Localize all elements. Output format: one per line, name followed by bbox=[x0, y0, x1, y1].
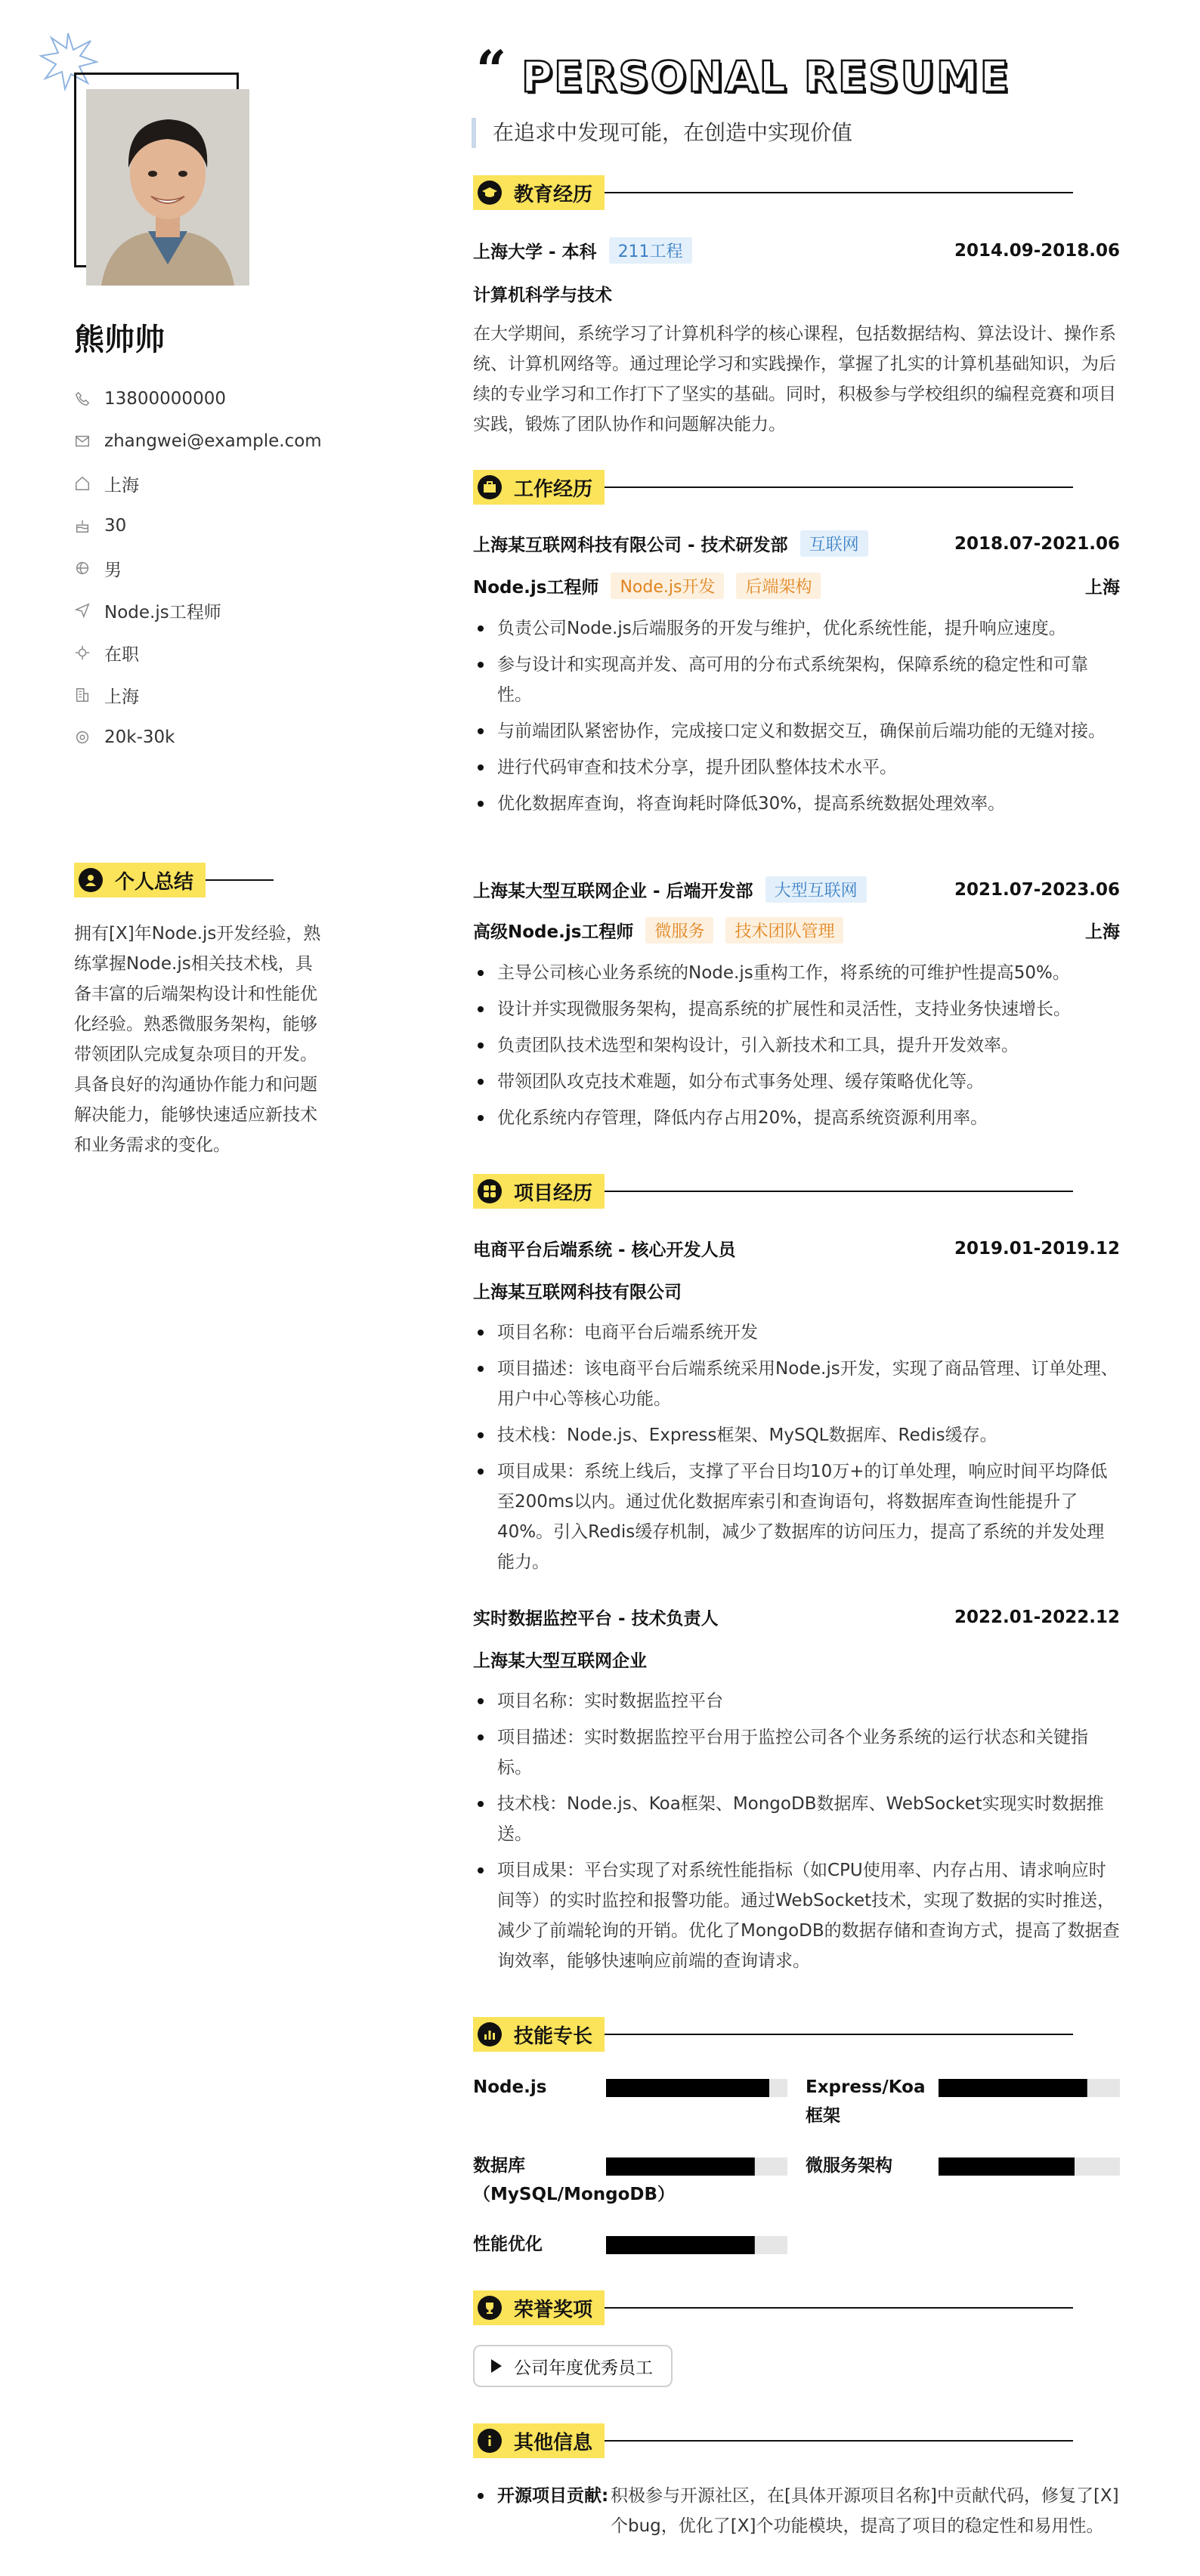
resume-title: PERSONAL RESUME bbox=[521, 53, 1010, 102]
section-divider bbox=[605, 2307, 1073, 2309]
education-school: 上海大学 - 本科 bbox=[473, 242, 597, 262]
list-item: 设计并实现微服务架构，提高系统的扩展性和灵活性，支持业务快速增长。 bbox=[473, 994, 1120, 1024]
summary-text: 拥有[X]年Node.js开发经验，熟练掌握Node.js相关技术栈，具备丰富的后端架构设计和性能优化经验。熟悉微服务架构，能够带领团队完成复杂项目的开发。具备良好的沟通协作能力和问题解决能力，能够快速适应新技术和业务需求的变化。 bbox=[74, 924, 321, 1155]
job-1-badge: 互联网 bbox=[800, 530, 868, 557]
job-2-city: 上海 bbox=[1085, 922, 1120, 942]
work-title: 工作经历 bbox=[514, 477, 593, 501]
education-period: 2014.09-2018.06 bbox=[954, 240, 1120, 261]
skill-level-fill bbox=[606, 2079, 769, 2097]
gender-icon bbox=[74, 560, 91, 576]
quote-mark: “ bbox=[476, 39, 507, 101]
list-item: 主导公司核心业务系统的Node.js重构工作，将系统的可维护性提高50%。 bbox=[473, 958, 1120, 988]
info-email bbox=[74, 420, 322, 462]
project-1-period: 2019.01-2019.12 bbox=[954, 1238, 1120, 1259]
send-icon bbox=[74, 602, 91, 619]
building-icon bbox=[74, 687, 91, 703]
profile-name: 熊帅帅 bbox=[74, 323, 165, 357]
other-title: 其他信息 bbox=[514, 2431, 593, 2454]
job-1-city: 上海 bbox=[1085, 578, 1120, 598]
summary-section-header bbox=[74, 863, 274, 897]
job-2-duties bbox=[473, 958, 1120, 1139]
grid-icon bbox=[478, 1179, 502, 1203]
resume-subtitle: 在追求中发现可能，在创造中实现价值 bbox=[472, 118, 852, 148]
skill-item bbox=[806, 2151, 1120, 2180]
project-2-name: 实时数据监控平台 - 技术负责人 bbox=[473, 1609, 719, 1629]
info-status bbox=[74, 632, 322, 674]
cake-icon bbox=[74, 517, 91, 534]
job-1-header bbox=[473, 530, 1120, 557]
job-2-company: 上海某大型互联网企业 - 后端开发部 bbox=[473, 882, 753, 901]
job-1-period: 2018.07-2021.06 bbox=[954, 533, 1120, 554]
skills-title: 技能专长 bbox=[514, 2025, 593, 2048]
info-location bbox=[74, 462, 322, 505]
skill-item bbox=[806, 2073, 1120, 2130]
other-item-value: 积极参与开源社区，在[具体开源项目名称]中贡献代码，修复了[X]个bug，优化了[X]个功能模块，提高了项目的稳定性和易用性。 bbox=[611, 2486, 1119, 2536]
briefcase-icon bbox=[478, 475, 502, 499]
list-item: 项目名称：实时数据监控平台 bbox=[473, 1686, 1120, 1716]
info-position bbox=[74, 589, 322, 632]
list-item: 项目成果：系统上线后，支撑了平台日均10万+的订单处理，响应时间平均降低至200ms以内。通过优化数据库索引和查询语句，将数据库查询性能提升了40%。引入Redis缓存机制，减少了数据库的访问压力，提高了系统的并发处理能力。 bbox=[473, 1456, 1120, 1577]
project-1-points bbox=[473, 1317, 1120, 1583]
project-2-header bbox=[473, 1605, 1120, 1629]
info-position-value: Node.js工程师 bbox=[104, 602, 221, 622]
contact-info-list bbox=[74, 378, 322, 758]
other-item bbox=[473, 2481, 1120, 2541]
skill-name: 数据库（MySQL/MongoDB） bbox=[473, 2156, 676, 2204]
list-item: 项目描述：实时数据监控平台用于监控公司各个业务系统的运行状态和关键指标。 bbox=[473, 1722, 1120, 1783]
list-item: 技术栈：Node.js、Koa框架、MongoDB数据库、WebSocket实现实时数据推送。 bbox=[473, 1789, 1120, 1849]
list-item: 负责公司Node.js后端服务的开发与维护，优化系统性能，提升响应速度。 bbox=[473, 613, 1120, 644]
bar-chart-icon bbox=[478, 2022, 502, 2046]
section-divider bbox=[206, 879, 274, 881]
projects-title: 项目经历 bbox=[514, 1181, 593, 1205]
skill-level-bar bbox=[606, 2236, 787, 2254]
user-icon bbox=[79, 868, 103, 892]
skill-level-fill bbox=[939, 2079, 1087, 2097]
section-divider bbox=[605, 2034, 1073, 2035]
info-phone bbox=[74, 378, 322, 420]
honors-title: 荣誉奖项 bbox=[514, 2298, 593, 2321]
job-2-badge: 大型互联网 bbox=[765, 876, 867, 903]
skills-section-header bbox=[473, 2017, 1073, 2052]
job-1-tag-2: 后端架构 bbox=[736, 573, 821, 599]
project-1-company: 上海某互联网科技有限公司 bbox=[473, 1283, 682, 1302]
summary-title: 个人总结 bbox=[115, 870, 194, 894]
project-1-name: 电商平台后端系统 - 核心开发人员 bbox=[473, 1240, 736, 1260]
list-item: 技术栈：Node.js、Express框架、MySQL数据库、Redis缓存。 bbox=[473, 1420, 1120, 1450]
project-2-period: 2022.01-2022.12 bbox=[954, 1607, 1120, 1627]
skill-item bbox=[473, 2230, 787, 2259]
mail-icon bbox=[74, 433, 91, 449]
education-description: 在大学期间，系统学习了计算机科学的核心课程，包括数据结构、算法设计、操作系统、计算机网络等。通过理论学习和实践操作，掌握了扎实的计算机基础知识，为后续的专业学习和工作打下了坚实的基础。同时，积极参与学校组织的编程竞赛和项目实践，锻炼了团队协作和问题解决能力。 bbox=[473, 324, 1116, 434]
phone-icon bbox=[74, 391, 91, 407]
job-1-company: 上海某互联网科技有限公司 - 技术研发部 bbox=[473, 536, 788, 555]
skill-item bbox=[473, 2073, 787, 2102]
list-item: 进行代码审查和技术分享，提升团队整体技术水平。 bbox=[473, 752, 1120, 783]
award-label: 公司年度优秀员工 bbox=[514, 2358, 653, 2378]
list-item: 项目描述：该电商平台后端系统采用Node.js开发，实现了商品管理、订单处理、用户中心等核心功能。 bbox=[473, 1354, 1120, 1414]
project-2-points bbox=[473, 1686, 1120, 1982]
play-icon bbox=[491, 2359, 502, 2373]
info-icon bbox=[478, 2429, 502, 2453]
job-2-role-row bbox=[473, 917, 1120, 944]
education-section-header bbox=[473, 175, 1073, 210]
info-email-value: zhangwei@example.com bbox=[104, 431, 322, 451]
skill-item bbox=[473, 2151, 787, 2209]
other-section-header bbox=[473, 2423, 1073, 2458]
job-2-period: 2021.07-2023.06 bbox=[954, 879, 1120, 900]
info-location-value: 上海 bbox=[104, 475, 139, 496]
education-title: 教育经历 bbox=[514, 183, 593, 206]
skill-level-fill bbox=[606, 2236, 755, 2254]
job-2-tag-1: 微服务 bbox=[645, 917, 713, 944]
info-gender bbox=[74, 547, 322, 589]
avatar-photo bbox=[86, 89, 249, 286]
status-icon bbox=[74, 644, 91, 661]
info-city-value: 上海 bbox=[104, 687, 139, 707]
work-section-header bbox=[473, 470, 1073, 505]
education-major: 计算机科学与技术 bbox=[473, 286, 612, 305]
skill-level-fill bbox=[939, 2157, 1075, 2176]
section-divider bbox=[605, 2440, 1073, 2442]
skill-name: Express/Koa框架 bbox=[806, 2077, 926, 2126]
info-age-value: 30 bbox=[104, 516, 127, 536]
job-2-tag-2: 技术团队管理 bbox=[725, 917, 843, 944]
section-divider bbox=[605, 486, 1073, 488]
info-age bbox=[74, 505, 322, 547]
job-1-duties bbox=[473, 613, 1120, 825]
project-2-company: 上海某大型互联网企业 bbox=[473, 1651, 647, 1671]
job-1-tag-1: Node.js开发 bbox=[611, 573, 724, 599]
skill-level-bar bbox=[939, 2157, 1120, 2176]
education-row bbox=[473, 237, 1120, 264]
job-2-role: 高级Node.js工程师 bbox=[473, 922, 634, 942]
info-phone-value: 13800000000 bbox=[104, 389, 226, 409]
info-city bbox=[74, 674, 322, 716]
skill-level-bar bbox=[606, 2157, 787, 2176]
projects-section-header bbox=[473, 1174, 1073, 1209]
skill-level-bar bbox=[606, 2079, 787, 2097]
project-1-header bbox=[473, 1236, 1120, 1261]
section-divider bbox=[605, 1191, 1073, 1192]
list-item: 与前端团队紧密协作，完成接口定义和数据交互，确保前后端功能的无缝对接。 bbox=[473, 716, 1120, 746]
info-status-value: 在职 bbox=[104, 644, 139, 665]
honors-section-header bbox=[473, 2290, 1073, 2325]
info-salary bbox=[74, 716, 322, 758]
skill-name: 微服务架构 bbox=[806, 2156, 892, 2176]
job-1-role-row bbox=[473, 573, 1120, 599]
job-1-role: Node.js工程师 bbox=[473, 578, 599, 598]
skill-level-bar bbox=[939, 2079, 1120, 2097]
trophy-icon bbox=[478, 2296, 502, 2320]
info-salary-value: 20k-30k bbox=[104, 727, 175, 747]
info-gender-value: 男 bbox=[104, 560, 122, 580]
education-badge: 211工程 bbox=[609, 237, 692, 264]
other-item-key: 开源项目贡献: bbox=[473, 2481, 611, 2541]
award-item[interactable] bbox=[473, 2345, 673, 2387]
list-item: 优化数据库查询，将查询耗时降低30%，提高系统数据处理效率。 bbox=[473, 789, 1120, 819]
list-item: 带领团队攻克技术难题，如分布式事务处理、缓存策略优化等。 bbox=[473, 1067, 1120, 1097]
list-item: 负责团队技术选型和架构设计，引入新技术和工具，提升开发效率。 bbox=[473, 1030, 1120, 1061]
list-item: 优化系统内存管理，降低内存占用20%，提高系统资源利用率。 bbox=[473, 1103, 1120, 1133]
left-column bbox=[0, 0, 393, 2576]
home-icon bbox=[74, 475, 91, 492]
list-item: 项目成果：平台实现了对系统性能指标（如CPU使用率、内存占用、请求响应时间等）的实时监控和报警功能。通过WebSocket技术，实现了数据的实时推送，减少了前端轮询的开销。优化了MongoDB的数据存储和查询方式，提高了数据查询效率，能够快速响应前端的查询请求。 bbox=[473, 1855, 1120, 1976]
salary-icon bbox=[74, 729, 91, 746]
list-item: 项目名称：电商平台后端系统开发 bbox=[473, 1317, 1120, 1348]
list-item: 参与设计和实现高并发、高可用的分布式系统架构，保障系统的稳定性和可靠性。 bbox=[473, 650, 1120, 710]
skill-name: Node.js bbox=[473, 2077, 547, 2097]
job-2-header bbox=[473, 876, 1120, 903]
graduation-cap-icon bbox=[478, 181, 502, 205]
skill-level-fill bbox=[606, 2157, 755, 2176]
section-divider bbox=[605, 192, 1073, 193]
skill-name: 性能优化 bbox=[473, 2235, 543, 2254]
